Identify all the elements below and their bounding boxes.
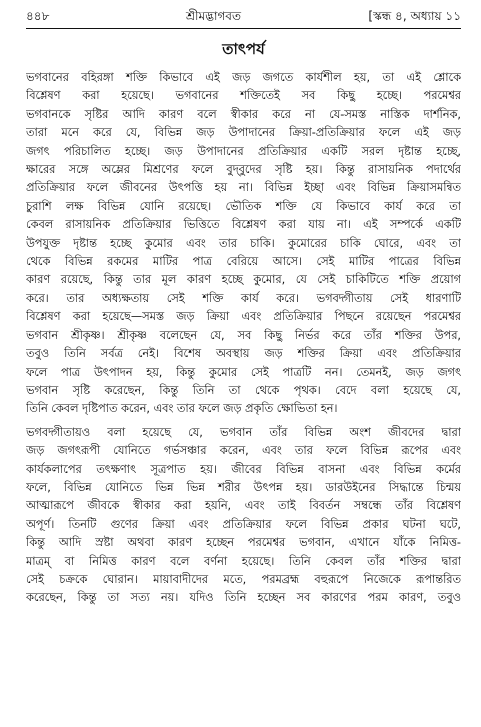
text-line: মাত্রম্ বা নিমিত্ত কারণ বলে বর্ণনা হয়েছে। তিনি কেবল তাঁর শক্তির দ্বারা [26, 554, 461, 568]
text-line: চুরাশি লক্ষ বিভিন্ন যোনি রয়েছে। ভৌতিক শক্তি যে কিভাবে কার্য করে তা [26, 199, 461, 213]
text-line: করে। তার অধ্যক্ষতায় সেই শক্তি কার্য করে। ভগবদ্গীতায় সেই ধারণাটি [26, 291, 461, 305]
text-line: জগৎ পরিচালিত হচ্ছে। জড় উপাদানের প্রতিক্রিয়ার একটি সরল দৃষ্টান্ত হচ্ছে, [26, 144, 461, 158]
text-line: তারা মনে করে যে, বিভিন্ন জড় উপাদানের ক্রিয়া-প্রতিক্রিয়ার ফলে এই জড় [26, 126, 461, 140]
text-line: ফলে, বিভিন্ন যোনিতে ভিন্ন ভিন্ন শরীর উৎপন্ন হয়। ডারউইনের সিদ্ধান্তে চিন্ময় [26, 480, 461, 494]
text-line: কার্যকলাপের তৎক্ষণাৎ সূত্রপাত হয়। জীবের বিভিন্ন বাসনা এবং বিভিন্ন কর্মের [26, 462, 461, 476]
text-line: প্রতিক্রিয়ার ফলে জীবনের উৎপত্তি হয় না। বিভিন্ন ইচ্ছা এবং বিভিন্ন ক্রিয়াসমন্বিত [26, 181, 461, 195]
text-line: বিশ্লেষণ করা হয়েছে—সমস্ত জড় ক্রিয়া এবং প্রতিক্রিয়ার পিছনে রয়েছেন পরমেশ্বর [26, 310, 461, 324]
text-line: জড় জগৎরূপী যোনিতে গর্ভসঞ্চার করেন, এবং তার ফলে বিভিন্ন রূপের এবং [26, 444, 461, 458]
text-line: বিশ্লেষণ করা হয়েছে। ভগবানের শক্তিতেই সব কিছু হচ্ছে। পরমেশ্বর [26, 89, 461, 103]
text-line: ক্ষারের সঙ্গে অম্লের মিশ্রণের ফলে বুদ্‌বুদের সৃষ্টি হয়। কিন্তু রাসায়নিক পদার্থের [26, 163, 461, 177]
header-rule [26, 28, 461, 29]
text-line: করেছেন, কিন্তু তা সত্য নয়। যদিও তিনি হচ্ছেন সব কারণের পরম কারণ, তবুও [26, 591, 461, 605]
text-line: ভগবানের বহিরঙ্গা শক্তি কিভাবে এই জড় জগতে কার্যশীল হয়, তা এই শ্লোকে [26, 71, 461, 84]
text-line: অপূর্ণ। তিনটি গুণের ক্রিয়া এবং প্রতিক্রিয়ার ফলে বিভিন্ন প্রকার ঘটনা ঘটে, [26, 517, 461, 531]
page-number: ৪৪৮ [26, 9, 50, 23]
paragraph-2 [26, 424, 461, 608]
text-line: কেবল রাসায়নিক প্রতিক্রিয়ার ভিত্তিতে বিশ্লেষণ করা যায় না। এই সম্পর্কে একটি [26, 218, 461, 232]
text-line: উপযুক্ত দৃষ্টান্ত হচ্ছে কুমোর এবং তার চাকি। কুমোরের চাকি ঘোরে, এবং তা [26, 236, 461, 250]
text-line: সেই চক্রকে ঘোরান। মায়াবাদীদের মতে, পরমব্রহ্ম বহুরূপে নিজেকে রূপান্তরিত [26, 572, 461, 586]
text-line: থেকে বিভিন্ন রকমের মাটির পাত্র বেরিয়ে আসে। সেই মাটির পাত্রের বিভিন্ন [26, 255, 461, 269]
text-line: কারণ রয়েছে, কিন্তু তার মূল কারণ হচ্ছে কুমোর, যে সেই চাকিটিতে শক্তি প্রয়োগ [26, 273, 461, 287]
text-line: তিনি কেবল দৃষ্টিপাত করেন, এবং তার ফলে জড় প্রকৃতি ক্ষোভিতা হন। [26, 402, 338, 416]
text-line: তবুও তিনি সর্বত্র নেই। বিশেষ অবস্থায় জড় শক্তির ক্রিয়া এবং প্রতিক্রিয়ার [26, 347, 461, 361]
text-line: আত্মারূপে জীবকে স্বীকার করা হয়নি, এবং তাই বিবর্তন সম্বন্ধে তাঁর বিশ্লেষণ [26, 499, 461, 513]
text-line: ভগবান শ্রীকৃষ্ণ। শ্রীকৃষ্ণ বলেছেন যে, সব কিছু নির্ভর করে তাঁর শক্তির উপর, [26, 328, 461, 342]
text-line: ফলে পাত্র উৎপাদন হয়, কিন্তু কুমোর সেই পাত্রটি নন। তেমনই, জড় জগৎ [26, 365, 461, 379]
paragraph-1 [26, 69, 461, 419]
text-line: ভগবানকে সৃষ্টির আদি কারণ বলে স্বীকার করে না যে-সমস্ত নাস্তিক দার্শনিক, [26, 107, 461, 121]
text-line: ভগবদ্গীতায়ও বলা হয়েছে যে, ভগবান তাঁর বিভিন্ন অংশ জীবদের দ্বারা [26, 425, 461, 439]
chapter-reference: [স্কন্ধ ৪, অধ্যায় ১১ [368, 9, 461, 23]
book-title: শ্রীমদ্ভাগবত [185, 9, 241, 23]
running-header [26, 8, 461, 28]
text-line: কিন্তু আদি স্রষ্টা অথবা কারণ হচ্ছেন পরমেশ্বর ভগবান, এখানে যাঁকে নিমিত্ত- [26, 536, 461, 550]
text-line: ভগবান সৃষ্টি করেছেন, কিন্তু তিনি তা থেকে পৃথক। বেদে বলা হয়েছে যে, [26, 383, 461, 397]
section-heading: তাৎপর্য [222, 40, 265, 58]
